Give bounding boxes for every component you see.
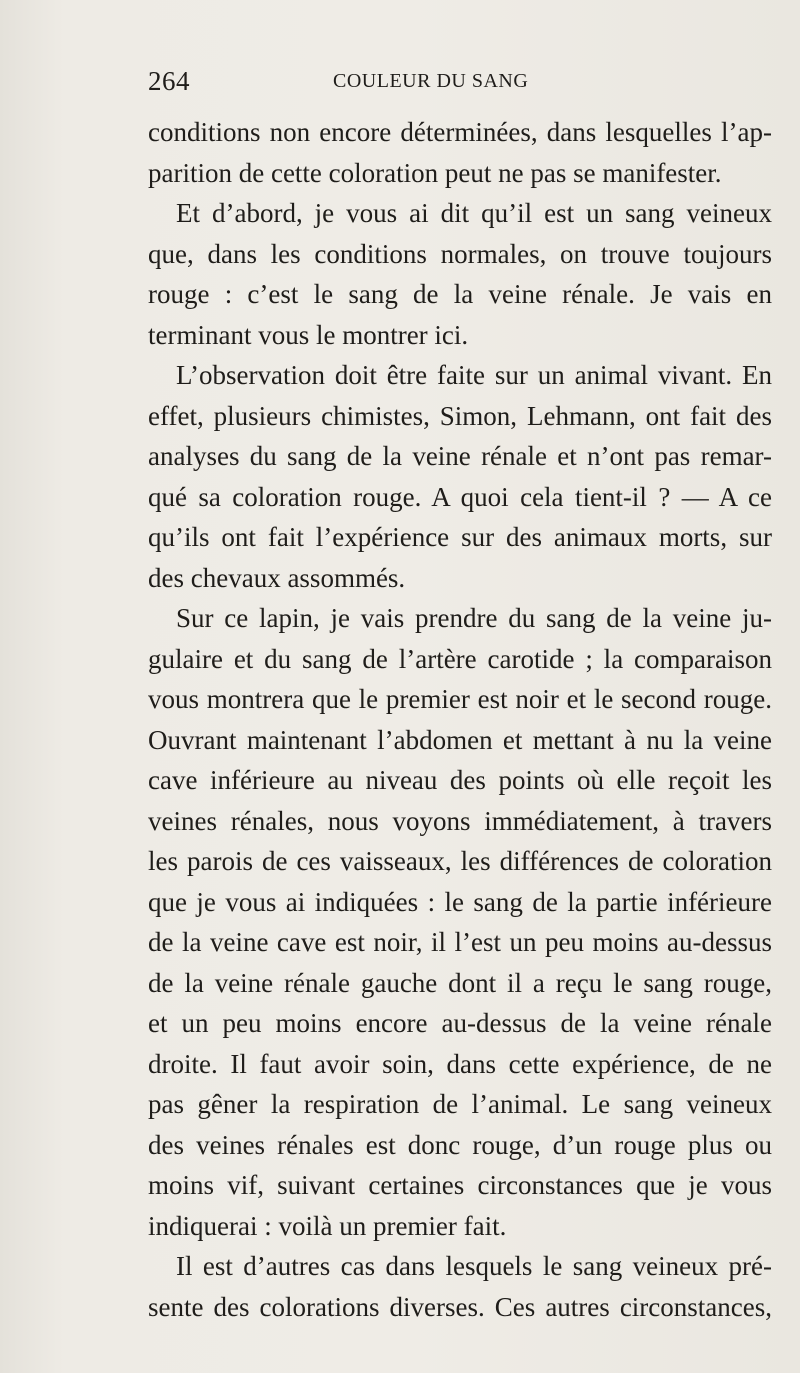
text-line: L’observation doit être faite sur un animal vivant. En — [176, 360, 772, 390]
text-line: que, dans les conditions normales, on trouve toujours — [148, 238, 772, 269]
page-number: 264 — [148, 66, 190, 96]
text-line: de la veine rénale gauche dont il a reçu le sang rouge, — [148, 967, 772, 998]
text-line: Ouvrant maintenant l’abdomen et mettant à nu la veine — [148, 724, 772, 755]
text-line: analyses du sang de la veine rénale et n’ont pas remar- — [148, 441, 772, 471]
text-line: vous montrera que le premier est noir et le second rouge. — [148, 684, 772, 714]
text-line: moins vif, suivant certaines circonstances que je vous — [148, 1170, 772, 1200]
text-line: cave inférieure au niveau des points où elle reçoit les — [148, 765, 772, 795]
text-line: de la veine cave est noir, il l’est un peu moins au-dessus — [148, 927, 772, 957]
text-line: gulaire et du sang de l’artère carotide ; la comparaison — [148, 643, 772, 674]
text-line: les parois de ces vaisseaux, les différences de coloration — [148, 846, 772, 876]
text-line: Il est d’autres cas dans lesquels le sang veineux pré- — [176, 1251, 772, 1281]
running-title: COULEUR DU SANG — [333, 70, 529, 92]
text-line: et un peu moins encore au-dessus de la veine rénale — [148, 1008, 772, 1038]
text-line: Sur ce lapin, je vais prendre du sang de la veine ju- — [176, 603, 772, 633]
text-line: que je vous ai indiquées : le sang de la partie inférieure — [148, 886, 772, 917]
text-line: veines rénales, nous voyons immédiatement, à travers — [148, 805, 772, 836]
text-line: des chevaux assommés. — [148, 562, 406, 593]
text-line: indiquerai : voilà un premier fait. — [148, 1210, 507, 1241]
body-text — [148, 112, 772, 1327]
text-line: sente des colorations diverses. Ces autres circonstances, — [148, 1291, 772, 1322]
text-line: Et d’abord, je vous ai dit qu’il est un sang veineux — [176, 198, 772, 228]
text-line: conditions non encore déterminées, dans lesquelles l’ap- — [148, 117, 772, 147]
text-line: droite. Il faut avoir soin, dans cette expérience, de ne — [148, 1048, 772, 1079]
text-line: parition de cette coloration peut ne pas se manifester. — [148, 157, 722, 188]
text-line: pas gêner la respiration de l’animal. Le sang veineux — [148, 1089, 772, 1119]
text-line: rouge : c’est le sang de la veine rénale. Je vais en — [148, 279, 772, 309]
text-line: des veines rénales est donc rouge, d’un rouge plus ou — [148, 1129, 772, 1160]
text-line: qu’ils ont fait l’expérience sur des animaux morts, sur — [148, 522, 772, 552]
text-line: effet, plusieurs chimistes, Simon, Lehmann, ont fait des — [148, 400, 772, 431]
text-line: qué sa coloration rouge. A quoi cela tient-il ? — A ce — [148, 481, 772, 512]
text-line: terminant vous le montrer ici. — [148, 319, 469, 350]
page-header — [148, 66, 648, 98]
